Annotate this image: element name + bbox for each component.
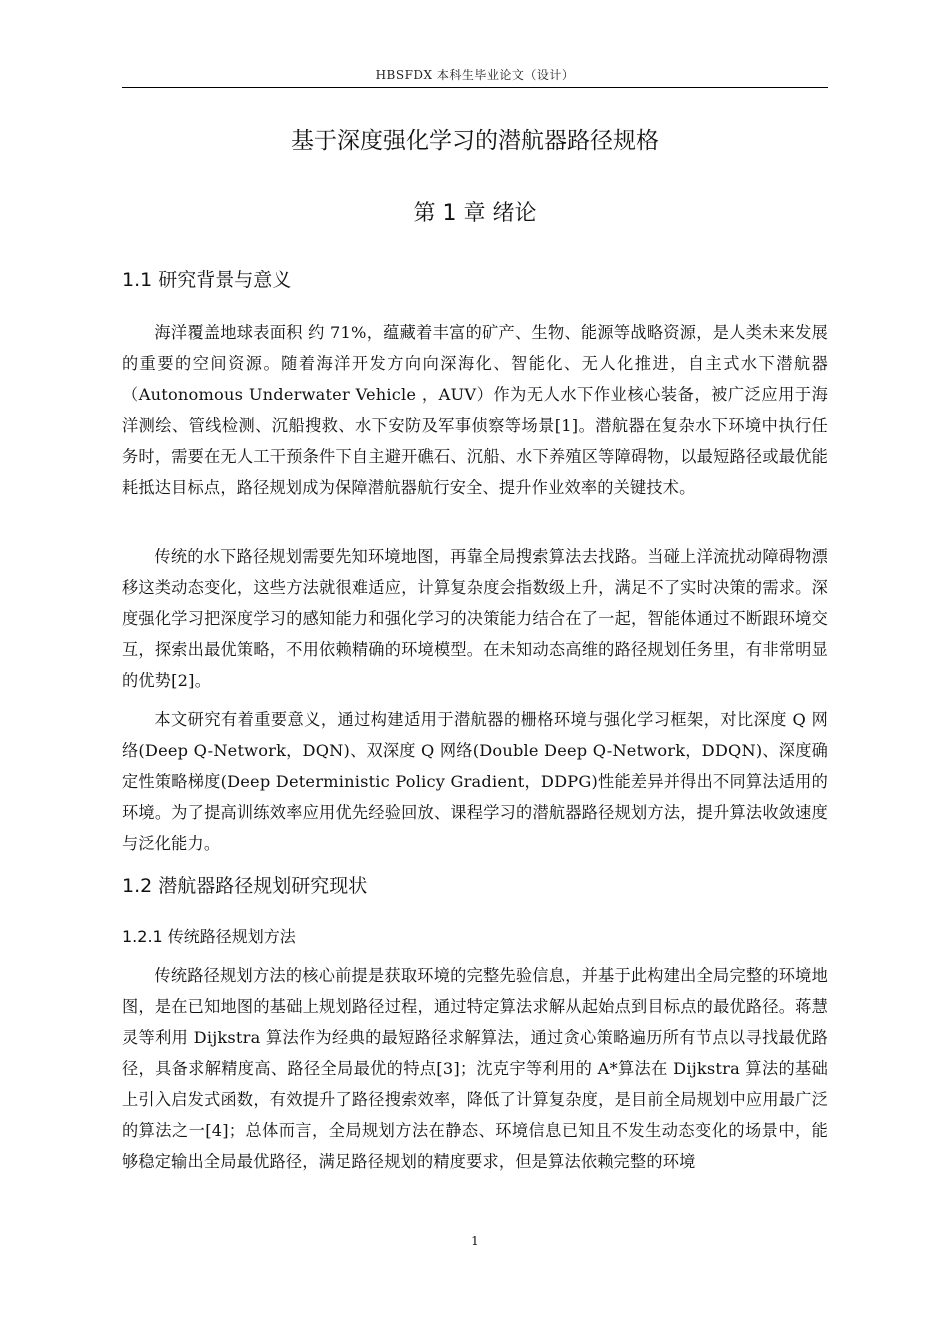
paragraph-1-1-b: 传统的水下路径规划需要先知环境地图，再靠全局搜索算法去找路。当碰上洋流扰动障碍物漂移这类动态变化，这些方法就很难适应，计算复杂度会指数级上升，满足不了实时决策的需求。深度强化学习把深度学习的感知能力和强化学习的决策能力结合在了一起，智能体通过不断跟环境交互，探索出最优策略，不用依赖精确的环境模型。在未知动态高维的路径规划任务里，有非常明显的优势[2]。 [122, 547, 828, 690]
paragraph-1-1-c: 本文研究有着重要意义，通过构建适用于潜航器的栅格环境与强化学习框架，对比深度 Q 网络(Deep Q-Network，DQN)、双深度 Q 网络(Double Deep Q-Network，DDQN)、深度确定性策略梯度(Deep Deterministic Policy Gradient，DDPG)性能差异并得出不同算法适用的环境。为了提高训练效率应用优先经验回放、课程学习的潜航器路径规划方法，提升算法收敛速度与泛化能力。 [122, 710, 828, 853]
thesis-title: 基于深度强化学习的潜航器路径规格 [291, 128, 659, 154]
chapter-heading: 第 1 章 绪论 [413, 201, 537, 226]
page-number: 1 [471, 1234, 479, 1248]
section-heading-1-1: 1.1 研究背景与意义 [122, 269, 292, 291]
header-rule [122, 87, 828, 88]
running-header: HBSFDX 本科生毕业论文（设计） [375, 68, 575, 82]
paragraph-1-2-1-a: 传统路径规划方法的核心前提是获取环境的完整先验信息，并基于此构建出全局完整的环境地图，是在已知地图的基础上规划路径过程，通过特定算法求解从起始点到目标点的最优路径。蒋慧灵等利用 Dijkstra 算法作为经典的最短路径求解算法，通过贪心策略遍历所有节点以寻找最优路径，具备求解精度高、路径全局最优的特点[3]；沈克宇等利用的 A*算法在 Dijkstra 算法的基础上引入启发式函数，有效提升了路径搜索效率，降低了计算复杂度，是目前全局规划中应用最广泛的算法之一[4]；总体而言，全局规划方法在静态、环境信息已知且不发生动态变化的场景中，能够稳定输出全局最优路径，满足路径规划的精度要求，但是算法依赖完整的环境 [122, 966, 828, 1171]
section-heading-1-2: 1.2 潜航器路径规划研究现状 [122, 875, 368, 897]
paragraph-1-1-a: 海洋覆盖地球表面积 约 71%，蕴藏着丰富的矿产、生物、能源等战略资源，是人类未来发展的重要的空间资源。随着海洋开发方向向深海化、智能化、无人化推进，自主式水下潜航器（Autonomous Underwater Vehicle ，AUV）作为无人水下作业核心装备，被广泛应用于海洋测绘、管线检测、沉船搜救、水下安防及军事侦察等场景[1]。潜航器在复杂水下环境中执行任务时，需要在无人工干预条件下自主避开礁石、沉船、水下养殖区等障碍物，以最短路径或最优能耗抵达目标点，路径规划成为保障潜航器航行安全、提升作业效率的关键技术。 [122, 323, 828, 497]
subsection-heading-1-2-1: 1.2.1 传统路径规划方法 [122, 927, 296, 946]
